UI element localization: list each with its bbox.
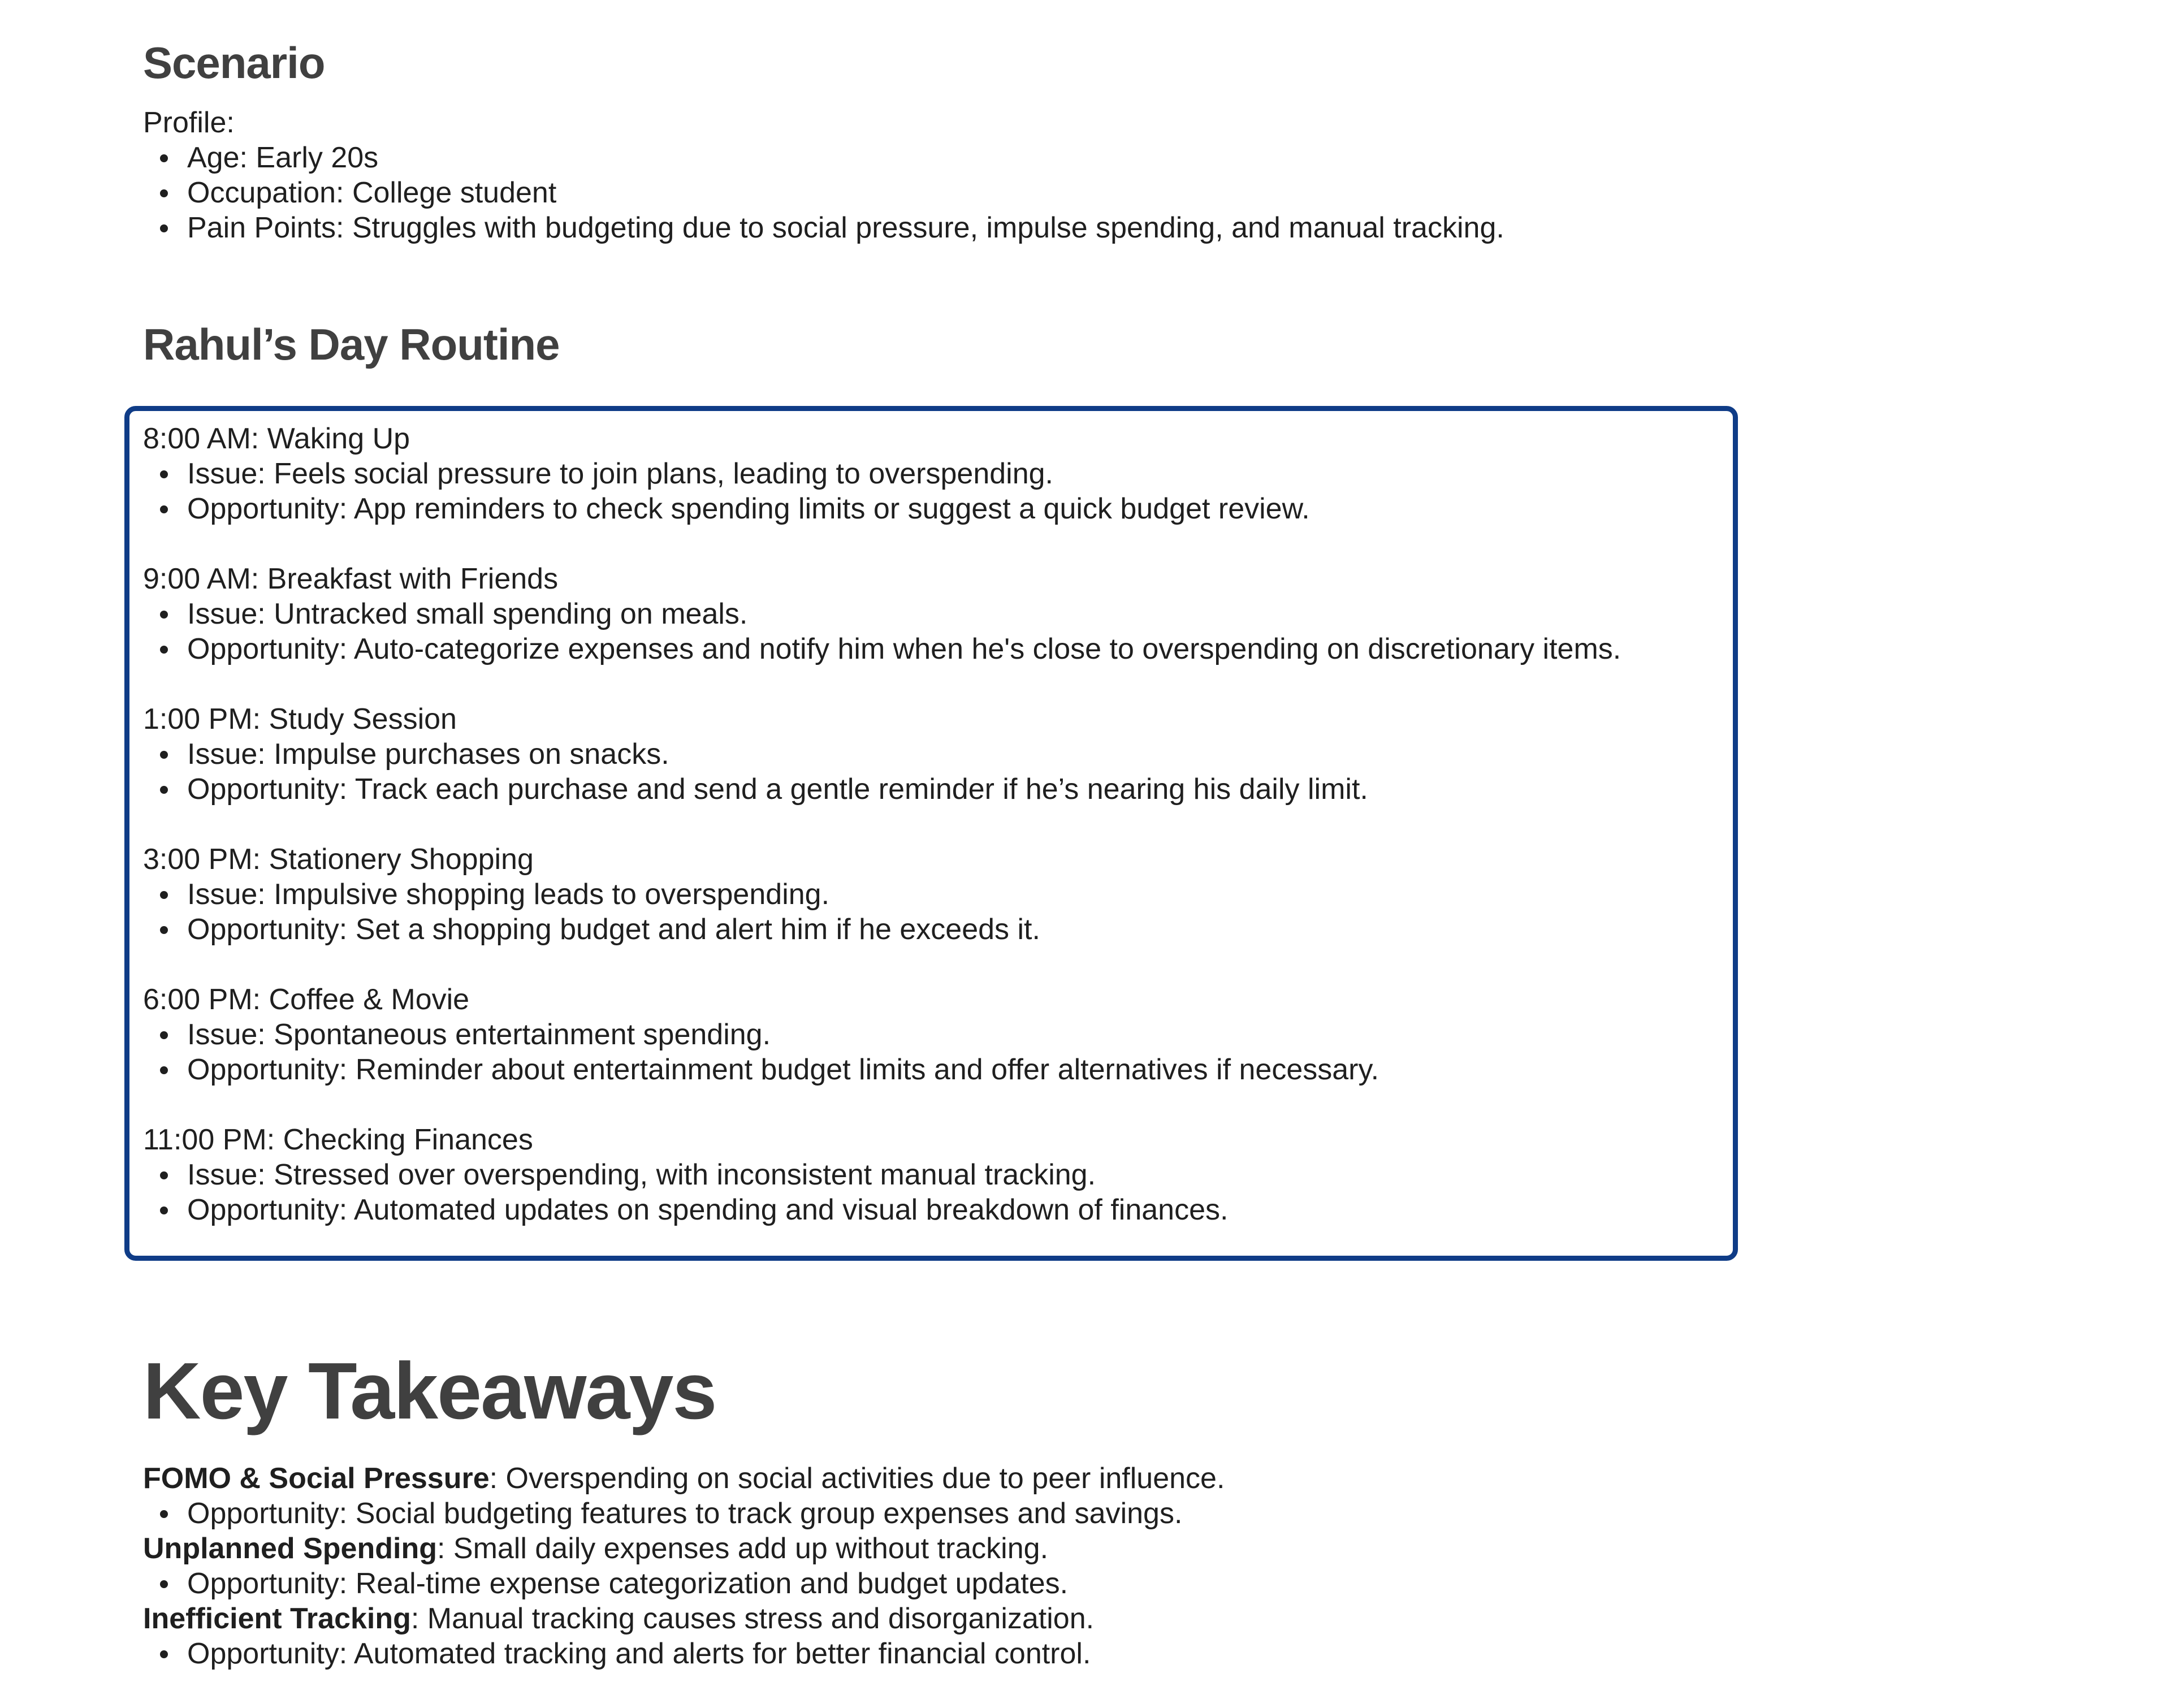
profile-item-age xyxy=(143,140,1504,175)
routine-opportunity-text: Opportunity: Reminder about entertainment budget limits and offer alternatives if necessary. xyxy=(187,1053,1379,1086)
takeaway-opportunity xyxy=(143,1496,1225,1531)
profile-list xyxy=(143,140,1504,245)
routine-issue-text: Issue: Spontaneous entertainment spending. xyxy=(187,1018,771,1051)
routine-entry-details xyxy=(143,877,1621,947)
routine-issue xyxy=(143,456,1621,491)
routine-entry xyxy=(143,842,1621,947)
routine-heading: Rahul’s Day Routine xyxy=(143,319,560,369)
routine-entry xyxy=(143,982,1621,1087)
routine-entry-time: 1:00 PM: Study Session xyxy=(143,703,457,736)
bullet-icon xyxy=(160,1031,168,1039)
routine-entry-details xyxy=(143,1017,1621,1087)
bullet-icon xyxy=(160,189,168,197)
routine-opportunity xyxy=(143,1192,1621,1227)
routine-opportunity xyxy=(143,1052,1621,1087)
takeaway-item xyxy=(143,1461,1225,1496)
routine-entry-details xyxy=(143,737,1621,807)
takeaway-heading: Inefficient Tracking xyxy=(143,1602,411,1635)
routine-issue xyxy=(143,1157,1621,1192)
bullet-icon xyxy=(160,1207,168,1214)
profile-item-text: Occupation: College student xyxy=(187,176,557,209)
routine-entry-time: 3:00 PM: Stationery Shopping xyxy=(143,843,534,876)
routine-issue-text: Issue: Untracked small spending on meals. xyxy=(187,598,748,630)
routine-issue xyxy=(143,1017,1621,1052)
routine-entry-time: 6:00 PM: Coffee & Movie xyxy=(143,983,470,1016)
routine-entry xyxy=(143,1122,1621,1227)
takeaway-opportunity-text: Opportunity: Social budgeting features to track group expenses and savings. xyxy=(187,1497,1183,1530)
routine-opportunity-text: Opportunity: App reminders to check spending limits or suggest a quick budget review. xyxy=(187,492,1310,525)
routine-opportunity-text: Opportunity: Automated updates on spending and visual breakdown of finances. xyxy=(187,1194,1229,1226)
routine-opportunity-text: Opportunity: Set a shopping budget and alert him if he exceeds it. xyxy=(187,913,1040,946)
takeaway-heading: Unplanned Spending xyxy=(143,1532,437,1565)
routine-entry xyxy=(143,561,1621,667)
bullet-icon xyxy=(160,926,168,934)
takeaway-item xyxy=(143,1601,1225,1636)
takeaway-details xyxy=(143,1636,1225,1671)
bullet-icon xyxy=(160,1066,168,1074)
takeaway-heading: FOMO & Social Pressure xyxy=(143,1462,490,1495)
takeaways-list xyxy=(143,1461,1225,1671)
routine-opportunity xyxy=(143,912,1621,947)
routine-opportunity xyxy=(143,632,1621,667)
profile-item-occupation xyxy=(143,175,1504,210)
bullet-icon xyxy=(160,611,168,619)
routine-issue-text: Issue: Feels social pressure to join plans, leading to overspending. xyxy=(187,457,1053,490)
routine-opportunity xyxy=(143,491,1621,526)
routine-issue xyxy=(143,877,1621,912)
scenario-heading: Scenario xyxy=(143,38,325,88)
routine-entry-time: 9:00 AM: Breakfast with Friends xyxy=(143,563,559,595)
takeaway-opportunity-text: Opportunity: Real-time expense categorization and budget updates. xyxy=(187,1567,1069,1600)
bullet-icon xyxy=(160,751,168,759)
routine-entry-time: 8:00 AM: Waking Up xyxy=(143,422,410,455)
bullet-icon xyxy=(160,505,168,513)
routine-issue-text: Issue: Impulse purchases on snacks. xyxy=(187,738,669,771)
takeaway-details xyxy=(143,1566,1225,1601)
takeaway-text: : Manual tracking causes stress and disorganization. xyxy=(410,1602,1095,1635)
takeaway-text: : Small daily expenses add up without tracking. xyxy=(436,1532,1049,1565)
routine-issue-text: Issue: Impulsive shopping leads to overspending. xyxy=(187,878,830,911)
routine-entry-time: 11:00 PM: Checking Finances xyxy=(143,1123,533,1156)
routine-entry-details xyxy=(143,596,1621,667)
bullet-icon xyxy=(160,1171,168,1179)
routine-entry-details xyxy=(143,1157,1621,1227)
bullet-icon xyxy=(160,1650,168,1658)
bullet-icon xyxy=(160,470,168,478)
bullet-icon xyxy=(160,646,168,654)
bullet-icon xyxy=(160,224,168,232)
takeaway-opportunity-text: Opportunity: Automated tracking and alerts for better financial control. xyxy=(187,1637,1091,1670)
routine-list xyxy=(143,421,1621,1262)
bullet-icon xyxy=(160,891,168,899)
takeaways-heading: Key Takeaways xyxy=(143,1346,716,1436)
takeaway-opportunity xyxy=(143,1636,1225,1671)
routine-opportunity xyxy=(143,772,1621,807)
bullet-icon xyxy=(160,786,168,794)
routine-entry-details xyxy=(143,456,1621,526)
routine-issue xyxy=(143,596,1621,632)
takeaway-text: : Overspending on social activities due to peer influence. xyxy=(489,1462,1225,1495)
routine-entry xyxy=(143,702,1621,807)
routine-issue-text: Issue: Stressed over overspending, with inconsistent manual tracking. xyxy=(187,1158,1096,1191)
profile-label: Profile: xyxy=(143,106,235,139)
routine-entry xyxy=(143,421,1621,526)
profile-item-text: Pain Points: Struggles with budgeting due to social pressure, impulse spending, and manual tracking. xyxy=(187,211,1504,244)
routine-opportunity-text: Opportunity: Auto-categorize expenses and notify him when he's close to overspending on discretionary items. xyxy=(187,633,1621,665)
bullet-icon xyxy=(160,1580,168,1588)
takeaway-item xyxy=(143,1531,1225,1566)
routine-opportunity-text: Opportunity: Track each purchase and send a gentle reminder if he’s nearing his daily limit. xyxy=(187,773,1368,806)
takeaway-opportunity xyxy=(143,1566,1225,1601)
profile-item-text: Age: Early 20s xyxy=(187,141,379,174)
bullet-icon xyxy=(160,1510,168,1518)
bullet-icon xyxy=(160,154,168,162)
profile-item-pain-points xyxy=(143,210,1504,245)
routine-issue xyxy=(143,737,1621,772)
takeaway-details xyxy=(143,1496,1225,1531)
